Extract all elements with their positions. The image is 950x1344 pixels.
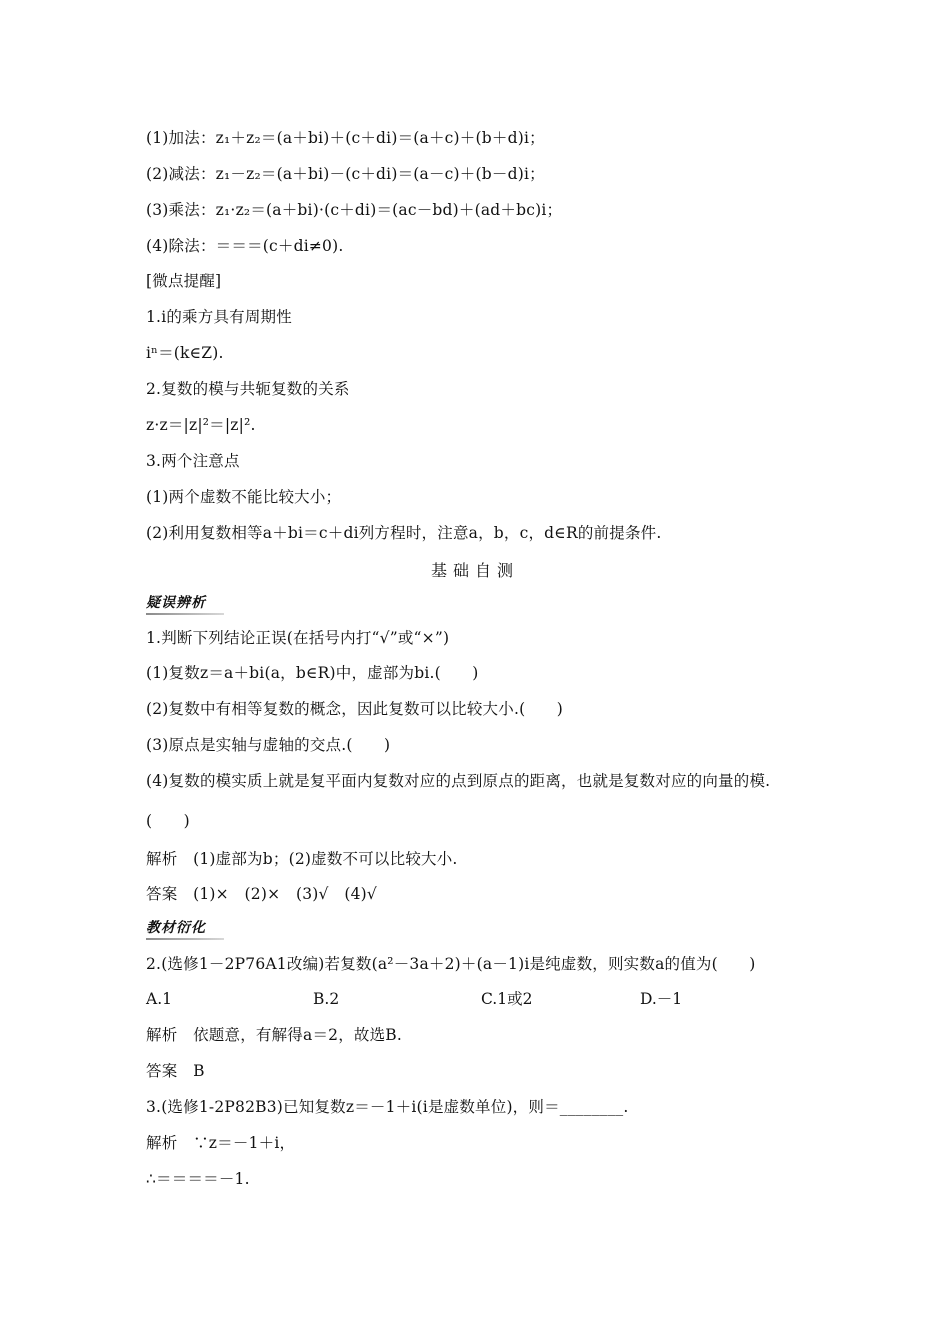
- tip-3-item-1: (1)两个虚数不能比较大小；: [146, 488, 342, 506]
- tag-underline-decoration: [204, 930, 224, 940]
- q2-answer: 答案 B: [146, 1062, 205, 1080]
- q2-stem: 2.(选修1－2P76A1改编)若复数(a²－3a＋2)＋(a－1)i是纯虚数，则实数a的值为( ): [146, 955, 756, 973]
- q1-statement-4: (4)复数的模实质上就是复平面内复数对应的点到原点的距离，也就是复数对应的向量的模.: [146, 772, 771, 790]
- tip-3-item-2: (2)利用复数相等a＋bi＝c＋di列方程时，注意a，b，c，d∈R的前提条件.: [146, 524, 662, 542]
- multiplication-rule: (3)乘法：z₁·z₂＝(a＋bi)·(c＋di)＝(ac－bd)＋(ad＋bc)i；: [146, 201, 563, 219]
- q2-option-d: D.－1: [640, 990, 683, 1008]
- tip-header: [微点提醒]: [146, 272, 222, 290]
- tag-textbook-derivation-label: 教材衍化: [146, 920, 206, 936]
- q2-option-c: C.1或2: [481, 990, 533, 1008]
- q3-stem: 3.(选修1-2P82B3)已知复数z＝－1＋i(i是虚数单位)，则＝________.: [146, 1098, 629, 1116]
- subtraction-rule: (2)减法：z₁－z₂＝(a＋bi)－(c＋di)＝(a－c)＋(b－d)i；: [146, 165, 545, 183]
- q1-statement-3: (3)原点是实轴与虚轴的交点.( ): [146, 736, 391, 754]
- q2-analysis: 解析 依题意，有解得a＝2，故选B.: [146, 1026, 403, 1044]
- tag-underline-decoration: [204, 605, 224, 615]
- tip-1: 1.i的乘方具有周期性: [146, 308, 292, 326]
- q2-option-a: A.1: [146, 990, 172, 1008]
- tag-textbook-derivation: [146, 917, 206, 937]
- tag-error-analysis-label: 疑误辨析: [146, 595, 206, 611]
- division-rule: (4)除法：＝＝＝(c＋di≠0).: [146, 237, 344, 255]
- q1-answer: 答案 (1)× (2)× (3)√ (4)√: [146, 885, 377, 903]
- q1-stem: 1.判断下列结论正误(在括号内打“√”或“×”): [146, 629, 450, 647]
- tip-2: 2.复数的模与共轭复数的关系: [146, 380, 350, 398]
- addition-rule: (1)加法：z₁＋z₂＝(a＋bi)＋(c＋di)＝(a＋c)＋(b＋d)i；: [146, 129, 545, 147]
- q1-statement-1: (1)复数z＝a＋bi(a，b∈R)中，虚部为bi.( ): [146, 664, 479, 682]
- q2-option-b: B.2: [313, 990, 340, 1008]
- q3-therefore: ∴＝＝＝＝－1.: [146, 1170, 250, 1188]
- tag-error-analysis: [146, 592, 206, 612]
- q1-analysis: 解析 (1)虚部为b；(2)虚数不可以比较大小.: [146, 850, 458, 868]
- q1-statement-2: (2)复数中有相等复数的概念，因此复数可以比较大小.( ): [146, 700, 563, 718]
- tip-2-formula: z·z＝|z|²＝|z|².: [146, 416, 256, 434]
- q3-analysis: 解析 ∵z＝－1＋i，: [146, 1134, 296, 1152]
- section-title: 基础自测: [430, 561, 519, 580]
- tip-1-formula: iⁿ＝(k∈Z).: [146, 344, 224, 362]
- q1-statement-4-paren: ( ): [146, 812, 190, 830]
- tip-3: 3.两个注意点: [146, 452, 240, 470]
